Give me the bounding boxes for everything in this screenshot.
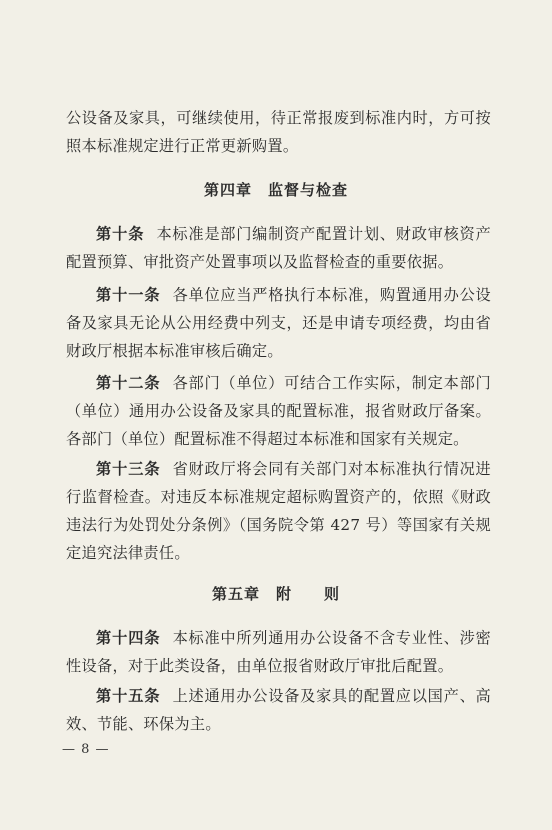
article-thirteen [66,455,491,567]
article-fourteen-text: 本标准中所列通用办公设备不含专业性、涉密性设备，对于此类设备，由单位报省财政厅审批后配置。 [66,629,492,675]
article-twelve-text: 各部门（单位）可结合工作实际，制定本部门（单位）通用办公设备及家具的配置标准，报省财政厅备案。各部门（单位）配置标准不得超过本标准和国家有关规定。 [66,374,492,448]
page-number: — 8 — [62,742,110,757]
article-eleven-text: 各单位应当严格执行本标准，购置通用办公设备及家具无论从公用经费中列支，还是申请专项经费，均由省财政厅根据本标准审核后确定。 [66,286,492,360]
article-twelve-label: 第十二条 [96,374,161,392]
article-fourteen-label: 第十四条 [96,629,161,647]
article-ten-text: 本标准是部门编制资产配置计划、财政审核资产配置预算、审批资产处置事项以及监督检查的重要依据。 [66,225,491,271]
article-fifteen-label: 第十五条 [96,687,161,705]
article-ten [66,220,491,276]
chapter-four-heading: 第四章 监督与检查 [203,181,348,199]
article-thirteen-text: 省财政厅将会同有关部门对本标准执行情况进行监督检查。对违反本标准规定超标购置资产的，依照《财政违法行为处罚处分条例》（国务院令第 427 号）等国家有关规定追究法律责任。 [66,460,492,562]
continuation-paragraph [66,104,491,160]
article-fourteen [66,624,491,680]
article-eleven-label: 第十一条 [96,286,161,304]
article-ten-label: 第十条 [96,225,145,243]
chapter-five-heading: 第五章 附 则 [211,585,340,603]
article-thirteen-label: 第十三条 [96,460,161,478]
article-fifteen-text: 上述通用办公设备及家具的配置应以国产、高效、节能、环保为主。 [66,687,492,733]
article-fifteen [66,682,491,738]
article-eleven [66,281,491,365]
article-twelve [66,369,491,453]
continuation-text: 公设备及家具，可继续使用，待正常报废到标准内时，方可按照本标准规定进行正常更新购置。 [66,109,491,155]
